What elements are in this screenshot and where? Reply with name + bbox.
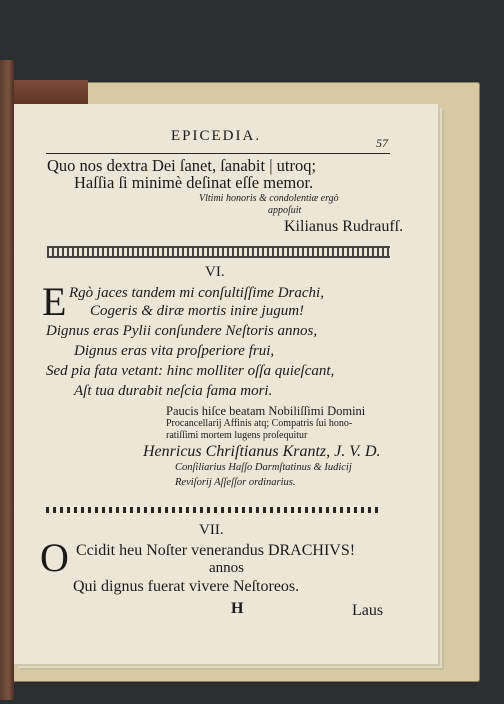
- poem6-colophon-line-3: ratiſſimi mortem lugens proſequitur: [166, 430, 308, 441]
- header-rule: [46, 153, 390, 154]
- page-number: 57: [376, 136, 388, 150]
- poem7-line-3: Qui dignus fuerat vivere Neſtoreos.: [73, 578, 300, 595]
- poem6-colophon-line-1: Paucis hiſce beatam Nobiliſſimi Domini: [166, 404, 366, 418]
- poem6-line-6: Aſt tua durabit neſcia fama mori.: [74, 383, 273, 399]
- poem6-line-2: Cogeris & diræ mortis inire jugum!: [90, 303, 305, 319]
- poem6-line-1: Rgò jaces tandem mi conſultiſſime Drachi,: [69, 285, 324, 301]
- poem6-line-3: Dignus eras Pylii conſundere Neſtoris annos,: [46, 323, 318, 339]
- ornament-divider: [47, 246, 390, 258]
- signature-mark: H: [231, 600, 244, 617]
- catchword: Laus: [352, 602, 384, 619]
- poem5-signature: Kilianus Rudraufſ.: [284, 218, 404, 235]
- poem6-line-5: Sed pia fata vetant: hinc molliter oſſa quieſcant,: [46, 363, 335, 379]
- poem7-line-2: annos: [209, 560, 244, 576]
- running-head: EPICEDIA.: [171, 128, 262, 144]
- poem5-line-2: Haſſia ſi minimè deſinat eſſe memor.: [74, 173, 314, 192]
- poem6-drop-initial: E: [42, 279, 67, 324]
- poem6-colophon-line-2: Procancellarij Affinis atq; Compatris ſui hono-: [166, 418, 353, 429]
- poem6-signature: Henricus Chriſtianus Krantz, J. V. D.: [143, 443, 381, 460]
- poem6-line-4: Dignus eras vita proſperiore frui,: [74, 343, 275, 359]
- poem5-note-line-1: Vltimi honoris & condolentiæ ergò: [199, 193, 339, 204]
- poem7-number: VII.: [199, 522, 224, 538]
- poem5-note-line-2: appoſuit: [268, 205, 302, 216]
- poem6-number: VI.: [205, 264, 225, 280]
- poem7-drop-initial: O: [40, 535, 69, 580]
- book-spine: [0, 60, 14, 700]
- poem6-title-line-2: Reviſorij Aſſeſſor ordinarius.: [175, 477, 296, 488]
- poem7-line-1: Ccidit heu Noſter venerandus DRACHIVS!: [76, 542, 356, 559]
- poem5-line-1: Quo nos dextra Dei ſanet, ſanabit | utroq;: [47, 156, 317, 175]
- ornament-divider-small: [46, 507, 380, 513]
- poem6-title-line-1: Conſiliarius Haſſo Darmſtatinus & Iudicij: [175, 462, 352, 473]
- leather-binding-strip: [8, 80, 88, 104]
